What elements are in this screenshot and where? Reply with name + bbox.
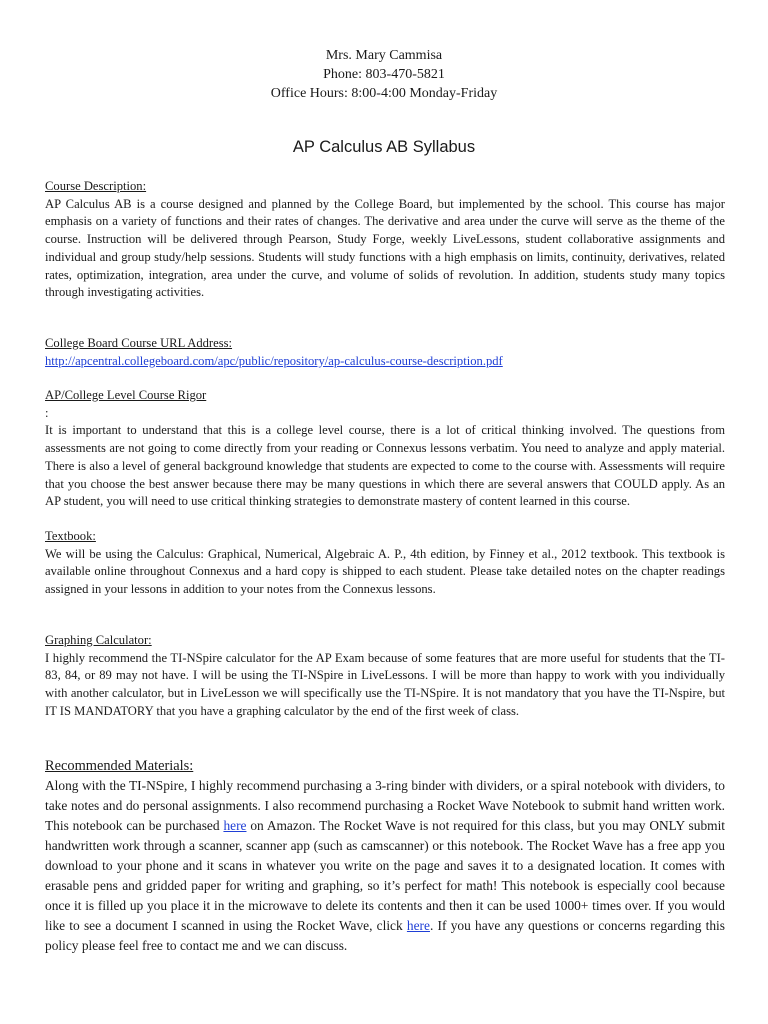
calculator-heading: Graphing Calculator: [45,633,152,647]
rigor-body: It is important to understand that this is a college level course, there is a lot of critical thinking involved. The questions from assessments are not going to come directly from your reading or Connexus lessons verbatim. You need to analyze and apply material. There is also a level of general background knowledge that students are expected to come to the course with. Assessments will require that you choose the best answer because there may be many questions in which there are several answers that COULD apply. As an AP student, you will need to use critical thinking strategies to demonstrate mastery of content learned in this course. [45,423,725,509]
office-hours: Office Hours: 8:00-4:00 Monday-Friday [270,86,498,101]
materials-section [45,756,725,956]
materials-text-2: on Amazon. The Rocket Wave is not required for this class, but you may ONLY submit handwritten work through a scanner, scanner app (such as camscanner) or this notebook. The Rocket Wave has a free app you download to your phone and it scans in whatever you write on the page and saves it to a designated location. It comes with erasable pens and gridded paper for writing and graphing, so it’s perfect for math! This notebook is especially cool because once it is filled up you place it in the microwave to delete its contents and then it can be used 1000+ times over. If you would like to see a document I scanned in using the Rocket Wave, click [45,818,726,933]
course-description-body: AP Calculus AB is a course designed and planned by the College Board, but implemented by the school. This course has major emphasis on a variety of functions and their rates of changes. The derivative and area under the curve will serve as the theme of the course. Instruction will be delivered through Pearson, Study Forge, weekly LiveLessons, student collaborative assignments and individual and group study/help sessions. Students will study functions with a high emphasis on limits, continuity, derivatives, related rates, optimization, integration, area under the curve, and volume of solids of revolution. In addition, students study many topics through investigating activities. [45,196,725,300]
page-title: AP Calculus AB Syllabus [292,138,476,156]
textbook-section [45,528,725,599]
course-description-section [45,178,725,302]
textbook-body: We will be using the Calculus: Graphical, Numerical, Algebraic A. P., 4th edition, by Finney et al., 2012 textbook. This textbook is available online throughout Connexus and a hard copy is shipped to each student. Please take detailed notes on the chapter readings assigned in your lessons in addition to your notes from the Connexus lessons. [45,546,725,597]
textbook-heading: Textbook: [45,529,96,543]
rigor-heading: AP/College Level Course Rigor [45,388,207,402]
materials-text-3: . If you have any questions or concerns regarding this policy please feel free to contact me and we can discuss. [45,918,725,953]
contact-header [0,46,768,103]
amazon-here-link[interactable]: here [223,818,247,833]
teacher-name: Mrs. Mary Cammisa [325,48,443,63]
calculator-section [45,632,725,721]
rigor-section [45,387,725,511]
scanned-document-here-link[interactable]: here [406,918,430,933]
teacher-phone: Phone: 803-470-5821 [323,67,445,82]
college-board-heading: College Board Course URL Address: [45,336,233,350]
materials-body [45,776,725,956]
college-board-section [45,335,725,370]
rigor-heading-colon: : [45,405,49,420]
calculator-body: I highly recommend the TI-NSpire calculator for the AP Exam because of some features that are more useful for students that the TI-83, 84, or 89 may not have. I will be using the TI-NSpire in LiveLessons. I will be more than happy to work with you individually with another calculator, but in LiveLesson we will specifically use the TI-NSpire. It is not mandatory that you have the TI-Nspire, but IT IS MANDATORY that you have a graphing calculator by the end of the first week of class. [45,650,725,718]
materials-heading: Recommended Materials: [45,758,194,774]
course-description-heading: Course Description: [45,179,147,193]
college-board-url-link[interactable]: http://apcentral.collegeboard.com/apc/public/repository/ap-calculus-course-description.pdf [45,353,503,368]
materials-text-1: Along with the TI-NSpire, I highly recommend purchasing a 3-ring binder with dividers, or a spiral notebook with dividers, to take notes and do personal assignments. I also recommend purchasing a Rocket Wave Notebook to submit hand written work. This notebook can be purchased [45,778,725,833]
